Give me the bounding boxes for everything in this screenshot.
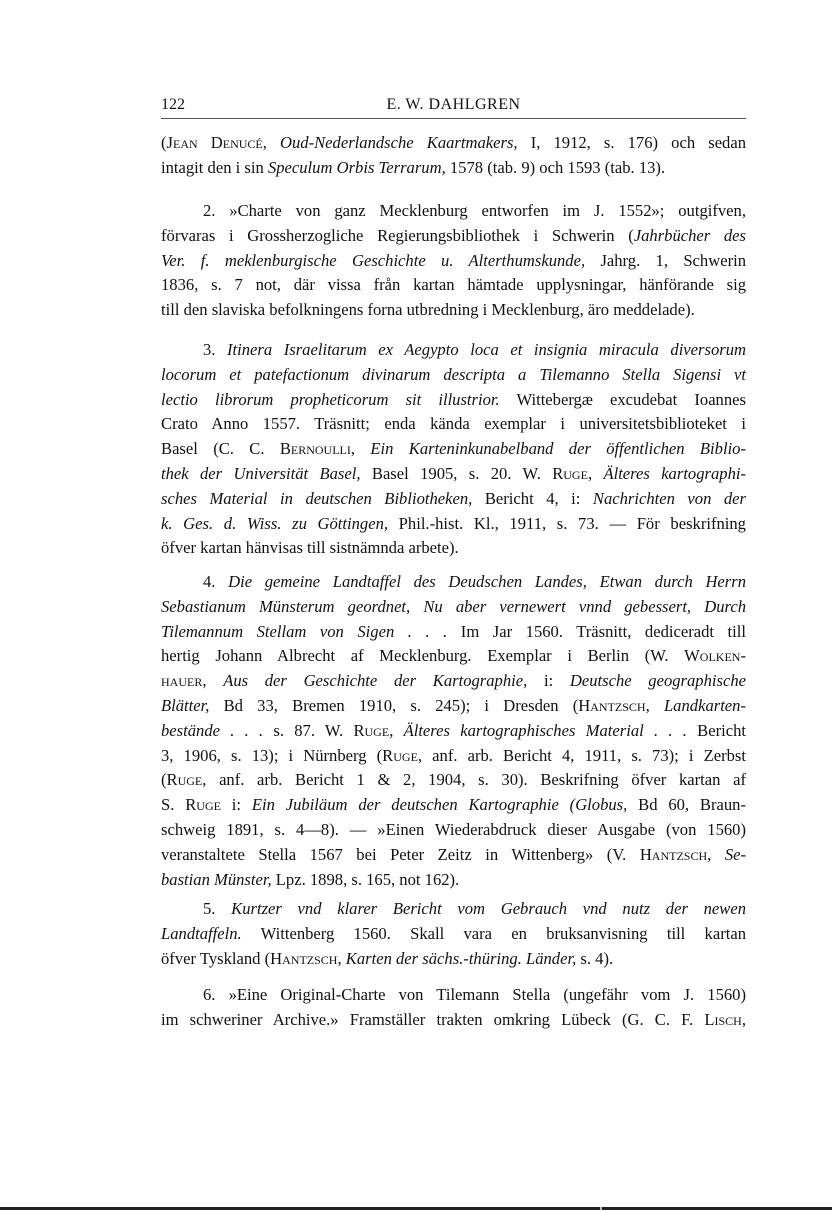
author-name: Lisch	[704, 1009, 742, 1029]
text-line	[161, 412, 746, 437]
text-run: ,	[587, 463, 604, 483]
text-line	[161, 983, 746, 1008]
author-name: Bernoulli	[279, 439, 351, 459]
author-name: Hantzsch	[270, 948, 338, 968]
author-name: Jean Denucé	[166, 133, 263, 152]
text-line	[161, 462, 746, 487]
text-line	[161, 793, 746, 818]
text-line	[161, 595, 746, 620]
running-head: E. W. DAHLGREN	[386, 96, 521, 113]
text-run: 3, 1906, s. 13); i Nürnberg (	[161, 745, 383, 765]
italic-title: thek der Universität Basel,	[161, 463, 361, 483]
italic-title: Karten der sächs.-thüring. Länder,	[345, 948, 577, 968]
text-run: 5.	[203, 899, 232, 918]
text-run: Crato Anno 1557. Träsnitt; enda kända exemplar i universitetsbiblioteket i	[161, 414, 746, 434]
text-run: intagit den i sin	[161, 157, 268, 177]
italic-title: bastian Münster,	[161, 869, 272, 889]
text-run: ,	[707, 844, 725, 864]
text-run: öfver kartan hänvisas till sistnämnda arbete).	[161, 538, 459, 558]
italic-title: Landkarten-	[663, 695, 746, 715]
author-name: Hantzsch	[578, 695, 646, 715]
text-line	[161, 570, 746, 595]
italic-title: Kurtzer vnd klarer Bericht vom Gebrauch vnd nutz der newen	[231, 899, 746, 918]
text-line	[161, 694, 746, 719]
text-run: ,	[350, 439, 371, 459]
text-line	[161, 298, 746, 323]
text-run: hertig Johann Albrecht af Mecklenburg. Exemplar i Berlin (W.	[161, 646, 685, 666]
text-line	[161, 512, 746, 537]
author-name: Ruge	[185, 795, 221, 815]
text-run: till den slaviska befolkningens forna utbredning i Mecklenburg, äro meddelade).	[161, 300, 695, 320]
paragraph-continuation	[161, 131, 746, 181]
text-run: Jahrg. 1, Schwerin	[585, 250, 747, 270]
text-run: Bericht	[686, 720, 746, 740]
text-run: Bericht 4, i:	[472, 488, 593, 508]
text-run: s. 87. W.	[263, 720, 354, 740]
text-run: ,	[262, 133, 281, 152]
entry-3	[161, 338, 746, 561]
header-rule	[161, 118, 746, 119]
text-run: veranstaltete Stella 1567 bei Peter Zeitz in Wittenberg» (V.	[161, 844, 640, 864]
text-run: Bd 60, Braun-	[627, 795, 746, 815]
text-run: Wittenberg 1560. Skall vara en bruksanvisning till kartan	[241, 923, 746, 943]
italic-title: k. Ges. d. Wiss. zu Göttingen,	[161, 513, 389, 533]
text-run: Wittebergæ excudebat Ioannes	[499, 389, 746, 409]
italic-title: Ein Jubiläum der deutschen Kartographie (Globus,	[251, 795, 628, 815]
italic-title: Ver. f. meklenburgische Geschichte u. Alterthumskunde,	[161, 250, 586, 270]
text-line	[161, 224, 746, 249]
entry-6	[161, 983, 746, 1033]
text-run: i:	[527, 671, 570, 691]
text-run: , anf. arb. Bericht 1 & 2, 1904, s. 30). Beskrifning öfver kartan af	[202, 770, 746, 790]
text-run: , anf. arb. Bericht 4, 1911, s. 73); i Zerbst	[417, 745, 746, 765]
author-name: Ruge	[166, 770, 203, 790]
italic-title: Aus der Geschichte der Kartographie,	[223, 671, 528, 691]
text-line	[161, 947, 746, 972]
author-name: Ruge	[382, 745, 418, 765]
text-run: öfver Tyskland (	[161, 948, 271, 968]
author-name: Ruge	[552, 463, 588, 483]
italic-title: Landtaffeln.	[161, 923, 242, 943]
text-run: 2. »Charte von ganz Mecklenburg entworfen im J. 1552»; outgifven,	[203, 201, 746, 220]
text-run: ,	[337, 948, 346, 968]
entry-5	[161, 897, 746, 971]
italic-title: Sebastianum Münsterum geordnet, Nu aber vernewert vnnd gebessert, Durch	[161, 596, 746, 616]
author-name: Wolken-	[684, 646, 746, 666]
text-run: schweig 1891, s. 4—8). — »Einen Wiederabdruck dieser Ausgabe (von 1560)	[161, 819, 746, 839]
text-run: (	[161, 133, 167, 152]
text-line	[161, 388, 746, 413]
text-line	[161, 768, 746, 793]
text-line	[161, 249, 746, 274]
italic-title: sches Material in deutschen Bibliotheken,	[161, 488, 473, 508]
text-line	[161, 744, 746, 769]
text-line	[161, 719, 746, 744]
text-line	[161, 338, 746, 363]
text-run: Basel 1905, s. 20. W.	[360, 463, 553, 483]
text-line	[161, 437, 746, 462]
text-run: Im Jar 1560. Träsnitt, dediceradt till	[447, 621, 746, 641]
text-line	[161, 1008, 746, 1033]
text-line	[161, 536, 746, 561]
text-run: i:	[220, 795, 252, 815]
italic-title: Speculum Orbis Terrarum,	[267, 157, 446, 177]
author-name: Hantzsch	[639, 844, 708, 864]
text-line	[161, 487, 746, 512]
italic-title: Deutsche geographische	[569, 671, 746, 691]
italic-title: Se-	[724, 844, 747, 864]
page-number: 122	[161, 96, 185, 113]
text-run: ,	[389, 720, 404, 740]
italic-title: lectio librorum propheticorum sit illustrior.	[161, 389, 500, 409]
italic-title: bestände . . .	[161, 720, 264, 740]
text-line	[161, 897, 746, 922]
text-line	[161, 868, 746, 893]
text-run: Phil.-hist. Kl., 1911, s. 73. — För beskrifning	[388, 513, 746, 533]
text-run: s. 4).	[576, 948, 614, 968]
text-run: Lpz. 1898, s. 165, not 162).	[271, 869, 460, 889]
text-run: Basel (C. C.	[161, 439, 280, 459]
text-line	[161, 922, 746, 947]
text-run: ,	[202, 671, 224, 691]
author-name: hauer	[161, 671, 203, 691]
text-line	[161, 199, 746, 224]
italic-title: Tilemannum Stellam von Sigen . . .	[161, 621, 448, 641]
italic-title: Oud-Nederlandsche Kaartmakers,	[280, 133, 518, 152]
italic-title: Itinera Israelitarum ex Aegypto loca et insignia miracula diversorum	[227, 340, 746, 359]
author-name: Ruge	[353, 720, 390, 740]
italic-title: Älteres kartographi-	[603, 463, 747, 483]
text-run: förvaras i Grossherzogliche Regierungsbibliothek i Schwerin (	[161, 225, 634, 245]
text-run: 1836, s. 7 not, där vissa från kartan hämtade upplysningar, hänförande sig	[161, 275, 746, 295]
text-line	[161, 363, 746, 388]
italic-title: Ein Karteninkunabelband der öffentlichen Biblio-	[370, 439, 746, 459]
text-line	[161, 273, 746, 298]
text-run: 4.	[203, 572, 229, 591]
text-line	[161, 843, 746, 868]
italic-title: locorum et patefactionum divinarum descripta a Tilemanno Stella Sigensi vt	[161, 364, 746, 384]
text-run: Bd 33, Bremen 1910, s. 245); i Dresden (	[209, 695, 579, 715]
text-line	[161, 620, 746, 645]
text-run: ,	[741, 1009, 746, 1029]
text-line	[161, 669, 746, 694]
entry-4	[161, 570, 746, 892]
text-line	[161, 818, 746, 843]
text-run: I, 1912, s. 176) och sedan	[517, 133, 747, 152]
italic-title: Die gemeine Landtaffel des Deudschen Landes, Etwan durch Herrn	[228, 572, 746, 591]
entry-2	[161, 199, 746, 323]
text-run: (	[161, 770, 167, 790]
text-run: 1578 (tab. 9) och 1593 (tab. 13).	[445, 157, 666, 177]
text-run: im schweriner Archive.» Framställer trakten omkring Lübeck (G. C. F.	[161, 1009, 705, 1029]
text-run: S.	[161, 795, 186, 815]
italic-title: Jahrbücher des	[633, 225, 747, 245]
text-run: 6. »Eine Original-Charte von Tilemann Stella (ungefähr vom J. 1560)	[203, 985, 746, 1004]
italic-title: Blätter,	[161, 695, 210, 715]
italic-title: Älteres kartographisches Material . . .	[403, 720, 687, 740]
text-line	[161, 131, 746, 156]
text-run: ,	[645, 695, 664, 715]
italic-title: Nachrichten von der	[592, 488, 747, 508]
text-line	[161, 156, 746, 181]
text-line	[161, 644, 746, 669]
page-header	[161, 96, 746, 118]
text-run: 3.	[203, 340, 228, 359]
